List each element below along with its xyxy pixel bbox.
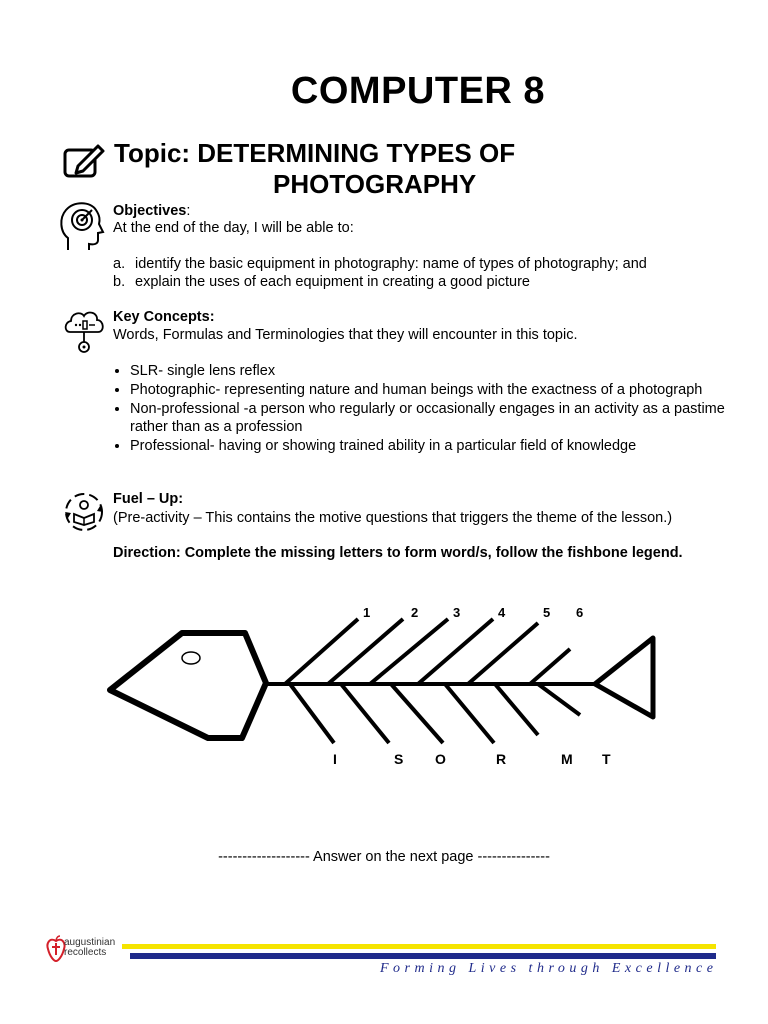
bone-number: 2 [411,605,419,620]
topic-line-1: Topic: DETERMINING TYPES OF [114,138,516,168]
bone-number: 4 [498,605,506,620]
bone-number: 6 [576,605,584,620]
bone-letter: T [602,751,611,767]
head-target-icon [56,198,106,254]
pencil-edit-icon [62,140,106,180]
bone-number: 5 [543,605,551,620]
reading-cycle-icon [62,490,106,534]
upper-bone [370,619,448,684]
fuel-up-heading: Fuel – Up: [113,491,184,507]
list-item: a. identify the basic equipment in photography: name of types of photography; and [113,256,647,272]
fish-eye [182,652,200,664]
direction-text: Direction: Complete the missing letters to form word/s, follow the fishbone legend. [113,545,683,561]
fuel-up-intro: (Pre-activity – This contains the motive questions that triggers the theme of the lesson.) [113,510,673,526]
logo-text: augustinian recollects [64,937,116,958]
bone-letter: M [561,751,573,767]
objectives-intro: At the end of the day, I will be able to: [113,220,354,236]
upper-bone [328,619,403,684]
list-item: • Photographic- representing nature and human beings with the exactness of a photograph [130,381,730,399]
upper-bone [530,649,570,684]
objectives-list [113,255,647,291]
lower-bone [391,684,443,743]
lower-bone [290,684,334,743]
augustinian-logo-icon [46,935,66,963]
lower-bone [538,684,580,715]
lower-bone [495,684,538,735]
list-item: • SLR- single lens reflex [130,362,730,380]
cloud-key-icon [62,306,106,354]
page-title: COMPUTER 8 [290,70,546,112]
list-item: • Non-professional -a person who regularly or occasionally engages in an activity as a pastime rather than as a profession [130,400,730,436]
footer-blue-bar [130,953,716,959]
upper-bone [285,619,358,684]
bone-number: 3 [453,605,461,620]
lower-bones [290,684,580,743]
objectives-heading: Objectives: [113,203,191,219]
bone-letter: S [394,751,404,767]
footer-tagline: Forming Lives through Excellence [380,961,718,976]
fish-tail [595,638,653,717]
bone-letter: R [496,751,507,767]
bone-letter: O [435,751,446,767]
topic-line-2: PHOTOGRAPHY [273,169,477,199]
key-concepts-intro: Words, Formulas and Terminologies that they will encounter in this topic. [113,327,578,343]
list-item: • Professional- having or showing trained ability in a particular field of knowledge [130,437,730,455]
fish-head [110,633,266,738]
key-concepts-list [108,362,730,456]
lower-bone [445,684,494,743]
bone-letter: I [333,751,337,767]
bone-number: 1 [363,605,371,620]
answer-note: ------------------- Answer on the next page --------------- [218,849,550,865]
upper-bones [285,619,570,684]
list-item: b. explain the uses of each equipment in creating a good picture [113,274,530,290]
lower-bone [341,684,389,743]
key-concepts-heading: Key Concepts: [113,309,215,325]
fishbone-diagram [100,595,670,775]
footer-yellow-bar [122,944,716,949]
